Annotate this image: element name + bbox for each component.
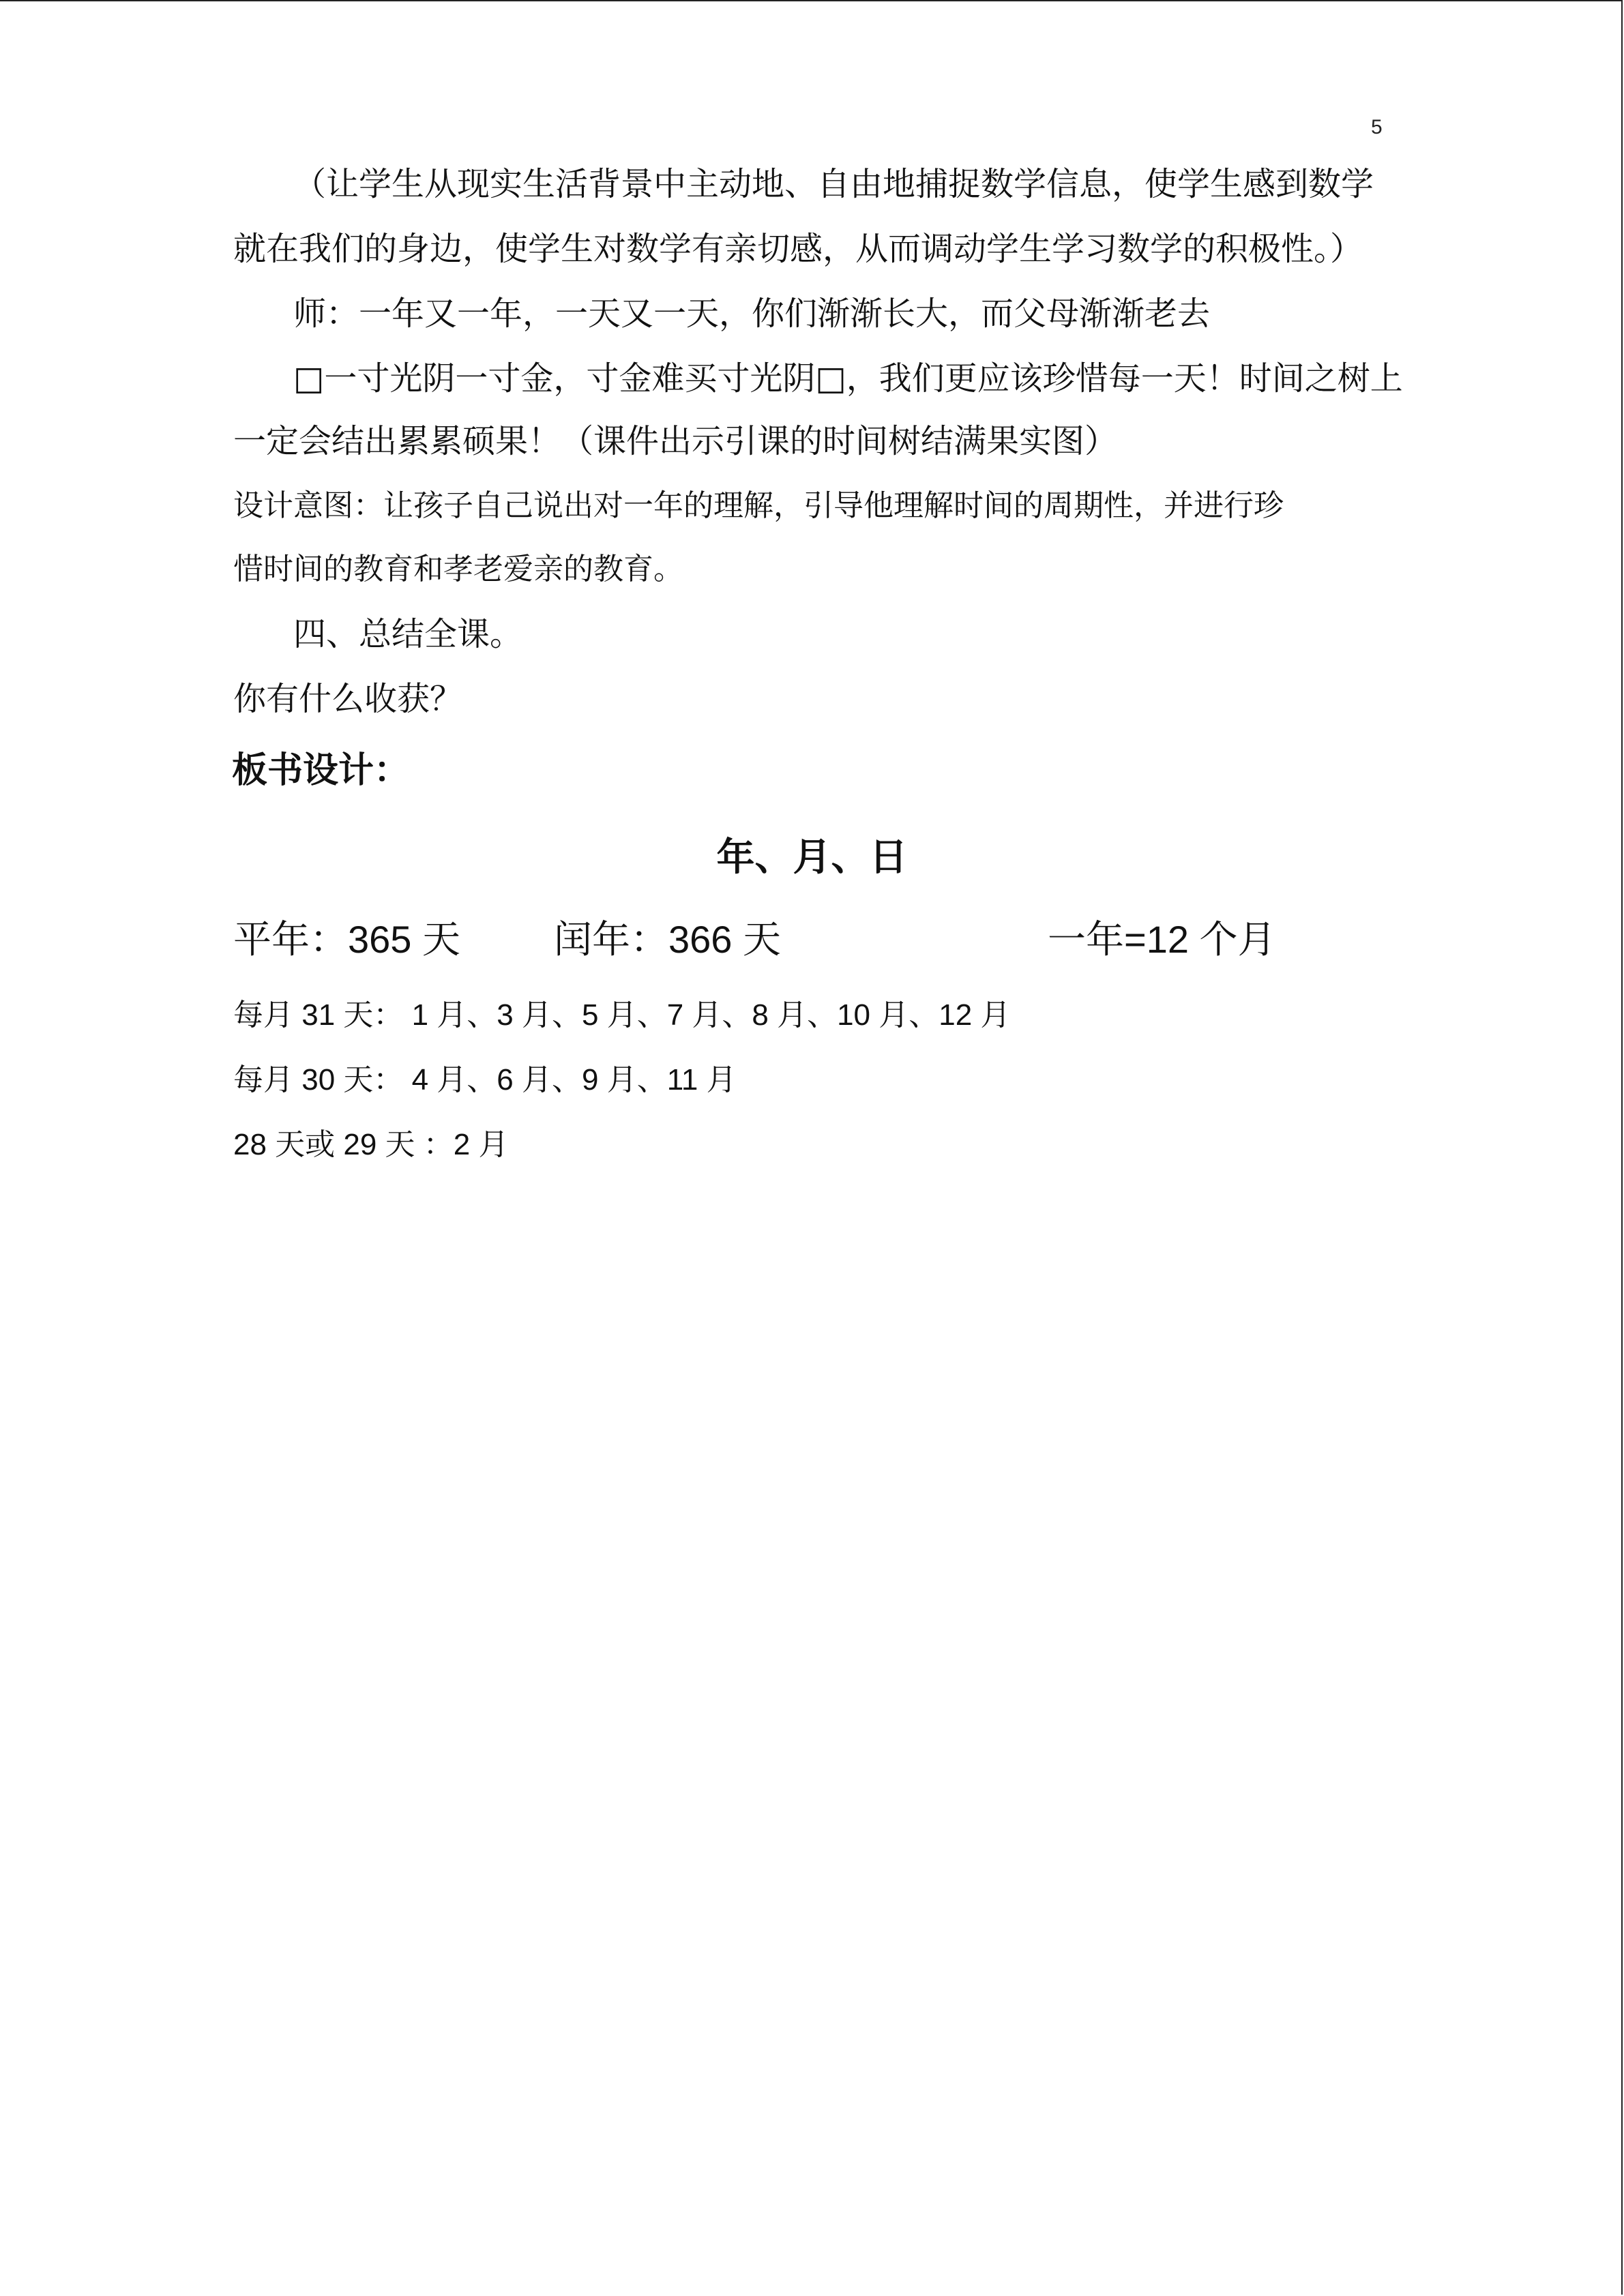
leap-year-label: 闰年：366 天: [554, 918, 781, 961]
page-number: 5: [1371, 116, 1383, 138]
design-intent-line: 惜时间的教育和孝老爱亲的教育。: [233, 552, 683, 586]
months-31-days: 每月 31 天： 1 月、3 月、5 月、7 月、8 月、10 月、12 月: [233, 998, 1011, 1032]
common-year-label: 平年：365 天: [233, 918, 460, 961]
summary-heading: 四、总结全课。: [293, 615, 523, 653]
teacher-line: 师：一年又一年，一天又一天，你们渐渐长大，而父母渐渐老去: [293, 295, 1211, 333]
proverb-line: □一寸光阴一寸金，寸金难买寸光阴□，我们更应该珍惜每一天！时间之树上: [293, 359, 1403, 398]
months-30-days: 每月 30 天： 4 月、6 月、9 月、11 月: [233, 1063, 737, 1097]
board-title: 年、月、日: [716, 835, 908, 880]
year-months-label: 一年=12 个月: [1048, 918, 1276, 961]
board-design-heading: 板书设计：: [232, 750, 410, 791]
paragraph-line: （让学生从现实生活背景中主动地、自由地捕捉数学信息，使学生感到数学: [293, 165, 1374, 203]
february-days: 28 天或 29 天 ：2 月: [233, 1128, 509, 1161]
design-intent-line: 设计意图：让孩子自己说出对一年的理解，引导他理解时间的周期性，并进行珍: [233, 488, 1284, 523]
paragraph-line: 就在我们的身边，使学生对数学有亲切感，从而调动学生学习数学的积极性。）: [233, 230, 1363, 268]
proverb-line: 一定会结出累累硕果！（课件出示引课的时间树结满果实图）: [233, 422, 1118, 460]
question-line: 你有什么收获？: [233, 680, 463, 718]
